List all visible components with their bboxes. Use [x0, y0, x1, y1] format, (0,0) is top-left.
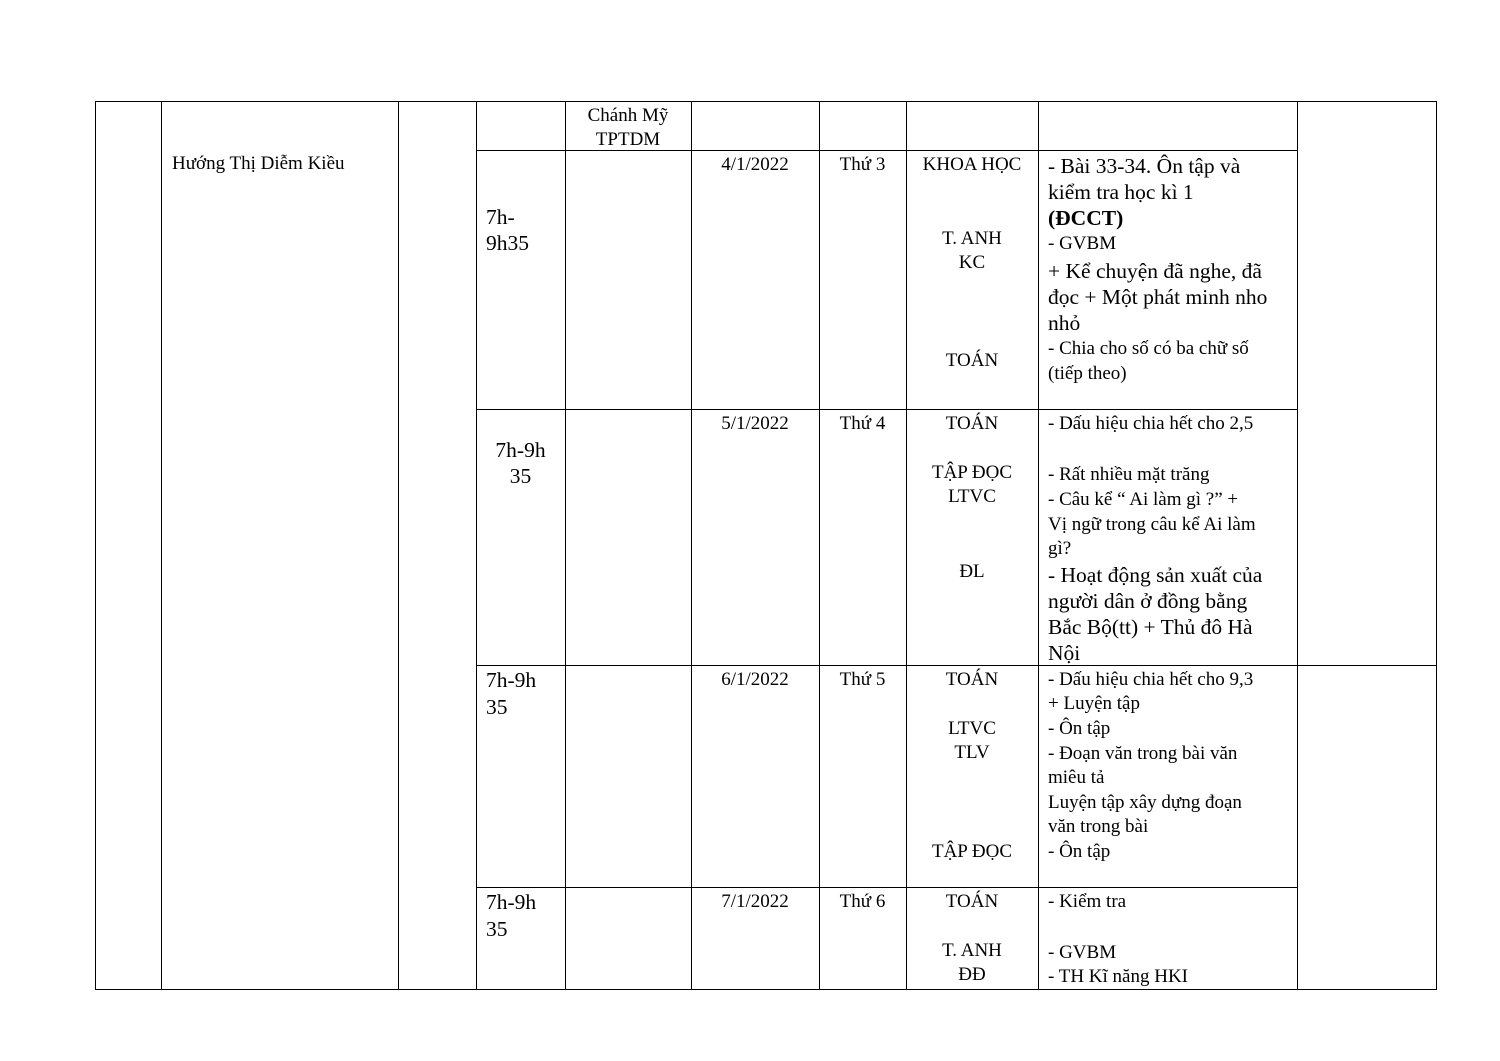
location-line-2: TPTDM	[595, 129, 661, 150]
row3-subject-4: TẬP ĐỌC	[931, 841, 1013, 862]
row1-content-3: (ĐCCT)	[1048, 206, 1124, 230]
row3-content-2: + Luyện tập	[1048, 693, 1140, 714]
row2-weekday: Thứ 4	[839, 413, 886, 434]
location-line-1: Chánh Mỹ	[587, 105, 669, 126]
row1-subject-4: TOÁN	[945, 350, 999, 371]
row2-time-line-1: 7h-9h	[495, 438, 546, 462]
table-border-left	[95, 101, 96, 990]
row1-content-9: (tiếp theo)	[1048, 363, 1127, 384]
row2-content-2: - Rất nhiều mặt trăng	[1048, 464, 1210, 485]
row2-content-3: - Câu kể “ Ai làm gì ?” +	[1048, 489, 1239, 510]
row2-content-8: Bắc Bộ(tt) + Thủ đô Hà	[1048, 615, 1253, 639]
col-divider-5	[691, 101, 692, 990]
row4-subject-2: T. ANH	[942, 940, 1002, 961]
row1-content-5: + Kể chuyện đã nghe, đã	[1048, 259, 1262, 283]
col-divider-4	[565, 101, 566, 990]
row2-content-5: gì?	[1048, 538, 1072, 559]
row1-time-line-2: 9h35	[486, 231, 529, 255]
row-divider-2	[476, 409, 1298, 410]
row2-subject-2: TẬP ĐỌC	[931, 462, 1013, 483]
row3-content-5: miêu tả	[1048, 767, 1105, 788]
col-divider-1	[161, 101, 162, 990]
table-border-bottom	[95, 989, 1437, 990]
col-divider-2	[398, 101, 399, 990]
row2-subject-4: ĐL	[959, 561, 985, 582]
row1-content-4: - GVBM	[1048, 233, 1117, 254]
row4-weekday: Thứ 6	[839, 891, 886, 912]
col-divider-6	[819, 101, 820, 990]
row2-content-6: - Hoạt động sản xuất của	[1048, 563, 1263, 587]
row3-subject-1: TOÁN	[945, 669, 999, 690]
row4-time-line-1: 7h-9h	[486, 890, 537, 914]
row1-time-line-1: 7h-	[486, 205, 515, 229]
row2-date: 5/1/2022	[721, 413, 789, 434]
row3-time-line-2: 35	[486, 695, 508, 719]
row3-content-7: văn trong bài	[1048, 816, 1149, 837]
row1-subject-1: KHOA HỌC	[922, 154, 1022, 175]
row3-content-8: - Ôn tập	[1048, 841, 1111, 862]
row3-content-4: - Đoạn văn trong bài văn	[1048, 743, 1238, 764]
row3-date: 6/1/2022	[721, 669, 789, 690]
row1-content-1: - Bài 33-34. Ôn tập và	[1048, 154, 1241, 178]
col-divider-3	[476, 101, 477, 990]
row3-subject-3: TLV	[954, 742, 990, 763]
row1-content-8: - Chia cho số có ba chữ số	[1048, 338, 1249, 359]
col-divider-8	[1038, 101, 1039, 990]
row1-weekday: Thứ 3	[839, 154, 886, 175]
row4-content-1: - Kiểm tra	[1048, 891, 1127, 912]
row4-time-line-2: 35	[486, 917, 508, 941]
row1-subject-2: T. ANH	[942, 228, 1002, 249]
col-divider-9	[1297, 101, 1298, 990]
row2-content-4: Vị ngữ trong câu kể Ai làm	[1048, 514, 1256, 535]
row1-content-2: kiểm tra học kì 1	[1048, 180, 1194, 204]
row3-content-3: - Ôn tập	[1048, 718, 1111, 739]
table-border-top	[95, 101, 1437, 102]
row2-content-9: Nội	[1048, 641, 1081, 665]
teacher-name: Hướng Thị Diễm Kiều	[172, 153, 345, 174]
row4-subject-3: ĐĐ	[958, 964, 986, 985]
row4-content-2: - GVBM	[1048, 942, 1117, 963]
row2-content-7: người dân ở đồng bằng	[1048, 589, 1248, 613]
row3-content-6: Luyện tập xây dựng đoạn	[1048, 792, 1242, 813]
row3-time-line-1: 7h-9h	[486, 668, 537, 692]
row1-content-7: nhỏ	[1048, 311, 1081, 335]
row2-time-line-2: 35	[509, 464, 532, 488]
row4-date: 7/1/2022	[721, 891, 789, 912]
row3-weekday: Thứ 5	[839, 669, 886, 690]
row1-content-6: đọc + Một phát minh nho	[1048, 285, 1268, 309]
row2-content-1: - Dấu hiệu chia hết cho 2,5	[1048, 413, 1254, 434]
row1-subject-3: KC	[958, 252, 986, 273]
row4-subject-1: TOÁN	[945, 891, 999, 912]
row4-content-3: - TH Kĩ năng HKI	[1048, 966, 1189, 987]
row2-subject-3: LTVC	[948, 486, 996, 507]
row-divider-4	[476, 887, 1298, 888]
row-divider-3	[476, 665, 1437, 666]
row1-date: 4/1/2022	[721, 154, 789, 175]
row3-subject-2: LTVC	[948, 718, 996, 739]
row2-subject-1: TOÁN	[945, 413, 999, 434]
row3-content-1: - Dấu hiệu chia hết cho 9,3	[1048, 669, 1254, 690]
table-border-right	[1436, 101, 1437, 990]
schedule-table	[95, 101, 1438, 990]
